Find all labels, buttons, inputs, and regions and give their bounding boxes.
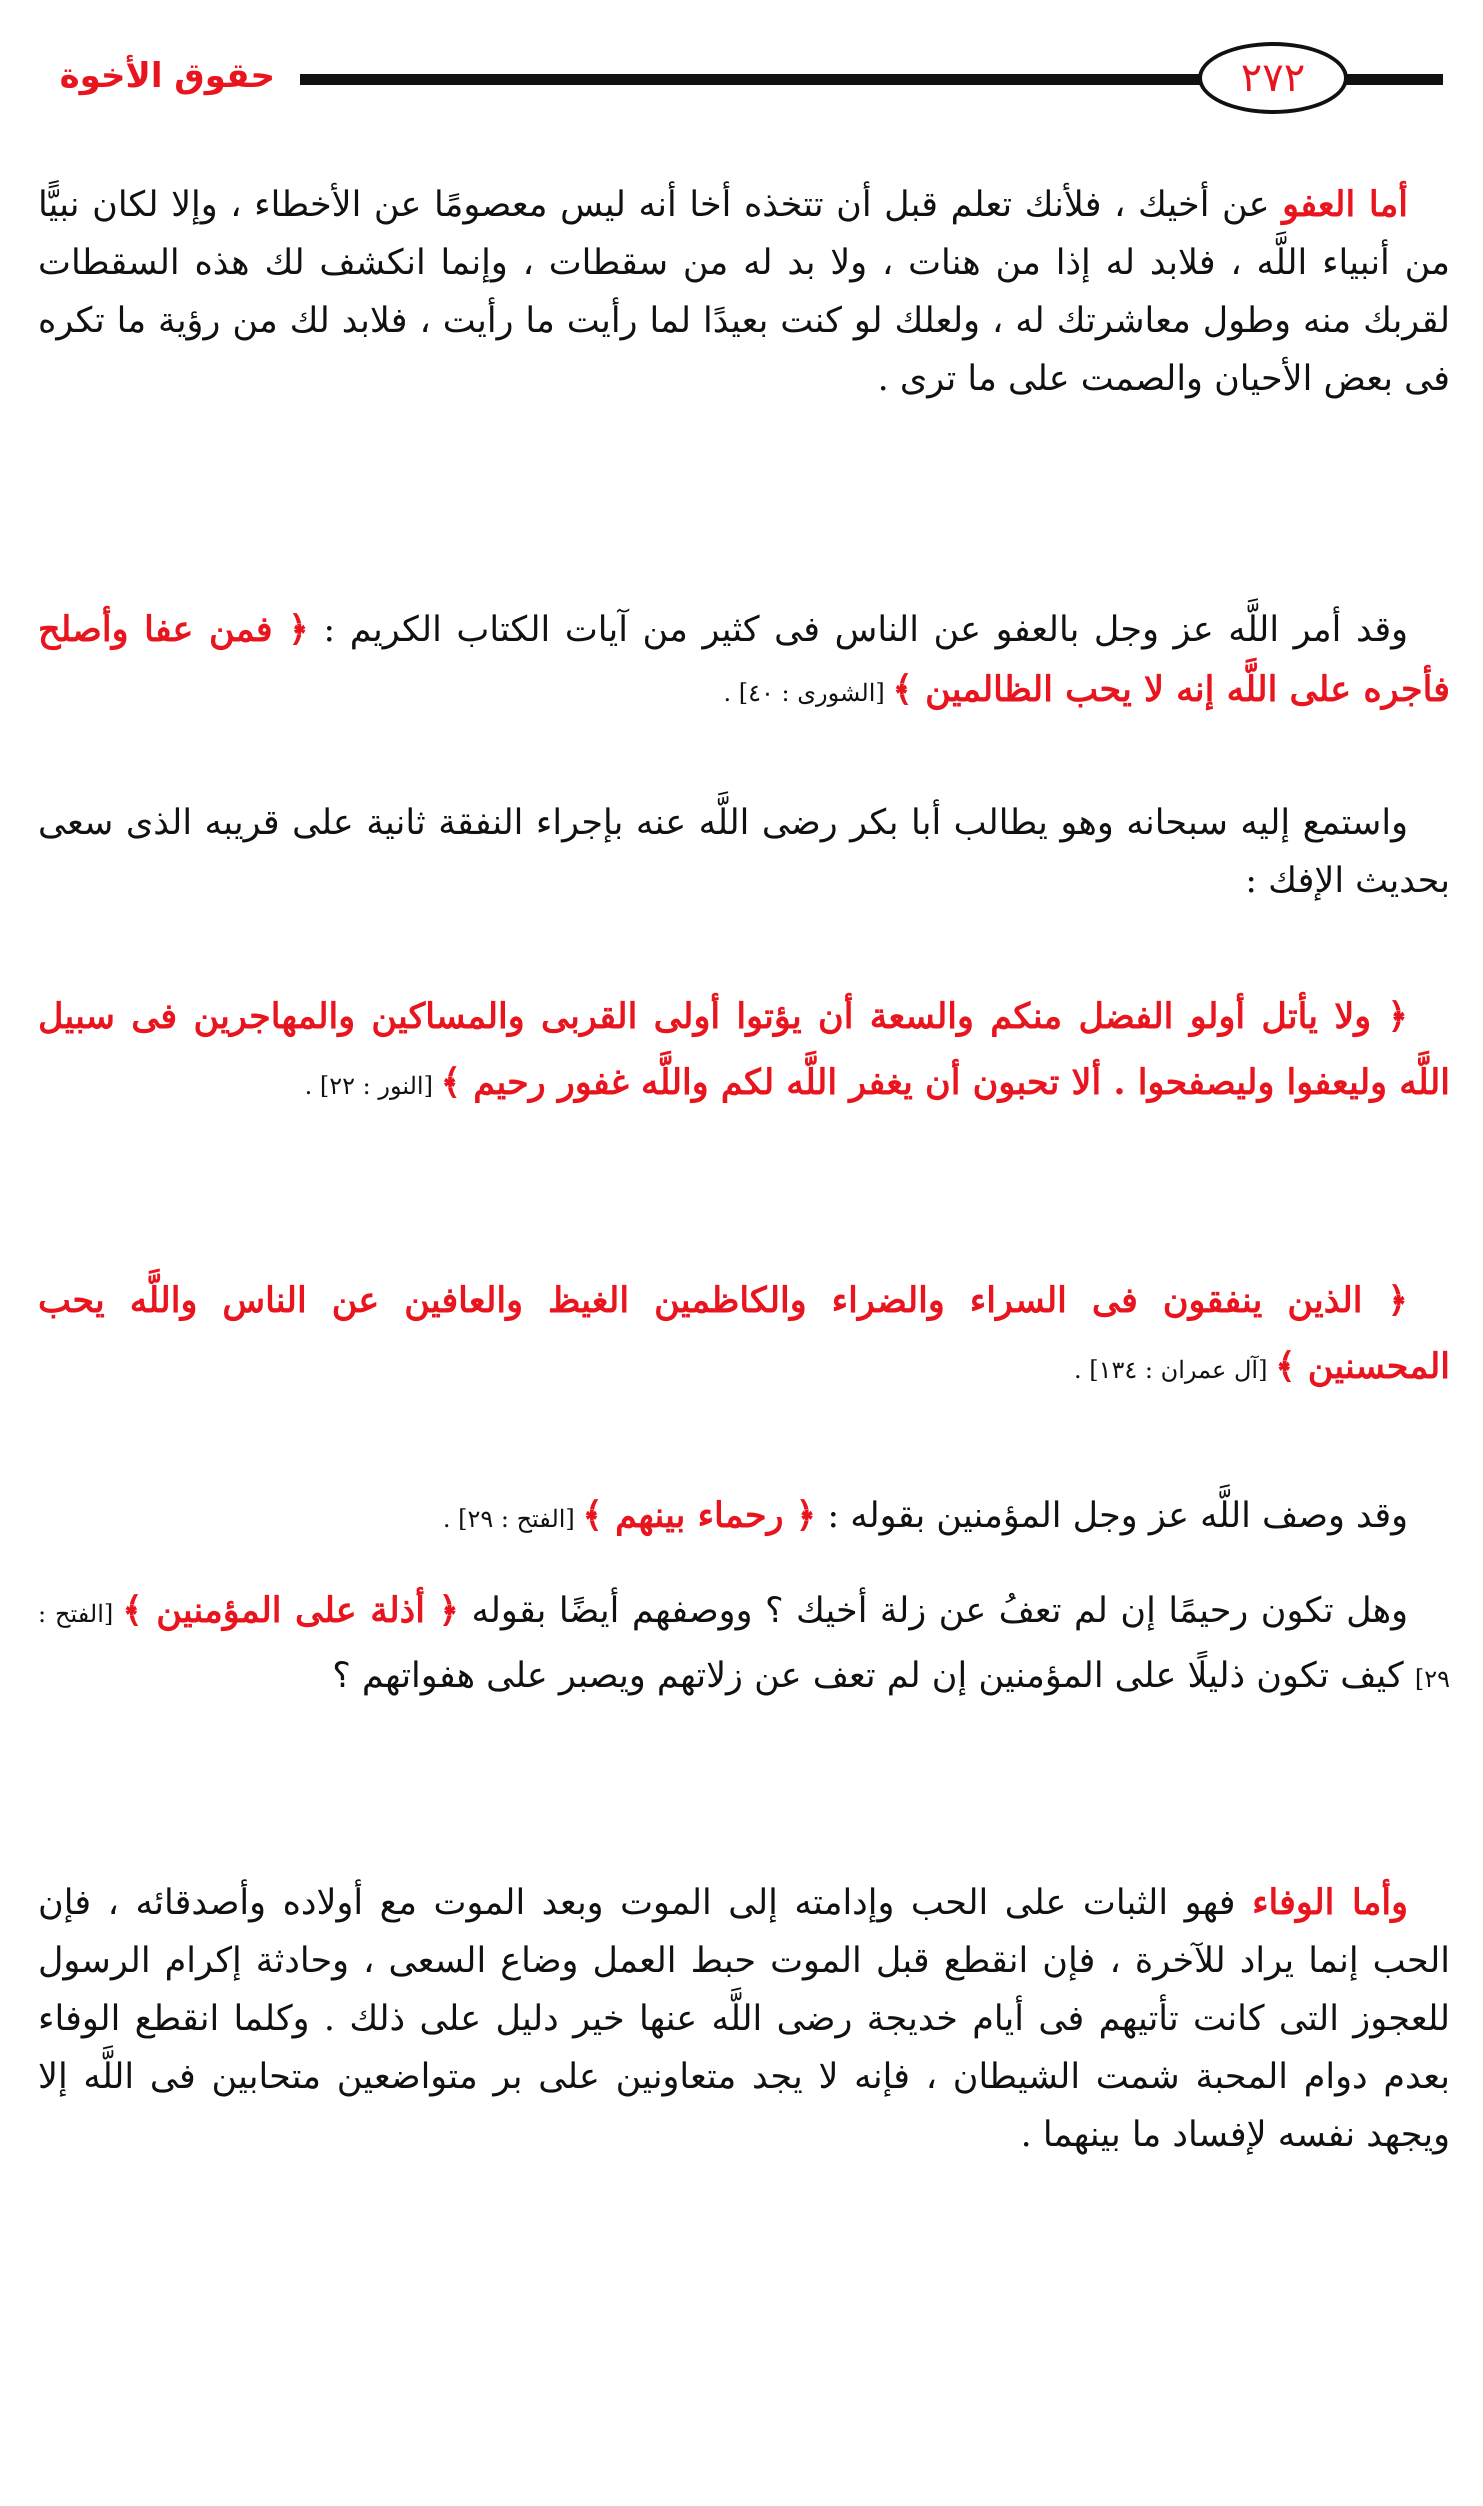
paragraph-loyalty (38, 1874, 1450, 2164)
verse-nur: ﴿ ولا يأتل أولو الفضل منكم والسعة أن يؤتوا أولى القربى والمساكين والمهاجرين فى سبيل اللَّه وليعفوا وليصفحوا . ألا تحبون أن يغفر اللَّه لكم واللَّه غفور رحيم ﴾ (38, 996, 1450, 1103)
paragraph-forgiveness (38, 176, 1450, 408)
paragraph-mercy (38, 1580, 1450, 1710)
page-number: ٢٧٢ (1198, 42, 1348, 114)
paragraph-verse-imran (38, 1268, 1450, 1403)
mercy-text: وهل تكون رحيمًا إن لم تعفُ عن زلة أخيك ؟ ووصفهم أيضًا بقوله (458, 1591, 1408, 1631)
header-rule (300, 74, 1202, 85)
paragraph-verse-nur (38, 984, 1450, 1119)
header-rule-right (1343, 74, 1443, 85)
running-header-title: حقوق الأخوة (59, 56, 275, 96)
command-text: وقد أمر اللَّه عز وجل بالعفو عن الناس فى كثير من آيات الكتاب الكريم : (308, 610, 1408, 650)
verse-adhilla: ﴿ أذلة على المؤمنين ﴾ (122, 1590, 459, 1631)
verse-ruhama: ﴿ رحماء بينهم ﴾ (582, 1495, 817, 1536)
loyalty-text: فهو الثبات على الحب وإدامته إلى الموت وبعد الموت مع أولاده وأصدقائه ، فإن الحب إنما يراد للآخرة ، فإن انقطع قبل الموت حبط العمل وضاع السعى ، وحادثة إكرام الرسول للعجوز التى كانت تأتيهم فى أيام خديجة رضى اللَّه عنها خير دليل على ذلك . وكلما انقطع الوفاء بعدم دوام المحبة شمت الشيطان ، فإنه لا يجد متعاونين على بر متواضعين متحابين فى اللَّه إلا ويجهد نفسه لإفساد ما بينهما . (38, 1883, 1451, 2155)
loyalty-heading: وأما الوفاء (1252, 1882, 1409, 1923)
mercy-tail: كيف تكون ذليلًا على المؤمنين إن لم تعف عن زلاتهم ويصبر على هفواتهم ؟ (332, 1656, 1415, 1696)
verse-imran: ﴿ الذين ينفقون فى السراء والضراء والكاظمين الغيظ والعافين عن الناس واللَّه يحب المحسنين ﴾ (38, 1280, 1450, 1387)
ref-nur: [النور : ٢٢] . (304, 1072, 441, 1100)
forgiveness-text: عن أخيك ، فلأنك تعلم قبل أن تتخذه أخا أنه ليس معصومًا عن الأخطاء ، وإلا لكان نبيًّا من أنبياء اللَّه ، فلابد له إذا من هنات ، ولا بد له من سقطات ، وإنما انكشف لك هذه السقطات لقربك منه وطول معاشرتك له ، ولعلك لو كنت بعيدًا لما رأيت ما رأيت ، فلابد لك من رؤية ما تكره فى بعض الأحيان والصمت على ما ترى . (38, 185, 1450, 399)
verse-shura: ﴿ فمن عفا وأصلح فأجره على اللَّه إنه لا يحب الظالمين ﴾ (38, 609, 1450, 710)
ref-fath-1: [الفتح : ٢٩] . (442, 1505, 583, 1533)
ref-fath-2: [الفتح : ٢٩] (38, 1600, 1450, 1693)
paragraph-command (38, 600, 1450, 723)
forgiveness-heading: أما العفو (1282, 184, 1408, 225)
paragraph-abu-bakr (38, 794, 1450, 910)
paragraph-description (38, 1487, 1450, 1548)
abu-bakr-text: واستمع إليه سبحانه وهو يطالب أبا بكر رضى اللَّه عنه بإجراء النفقة ثانية على قريبه الذى سعى بحديث الإفك : (38, 803, 1450, 901)
ref-shura: [الشورى : ٤٠] . (723, 679, 893, 707)
description-text: وقد وصف اللَّه عز وجل المؤمنين بقوله : (816, 1496, 1408, 1536)
ref-imran: [آل عمران : ١٣٤] . (1073, 1356, 1276, 1384)
